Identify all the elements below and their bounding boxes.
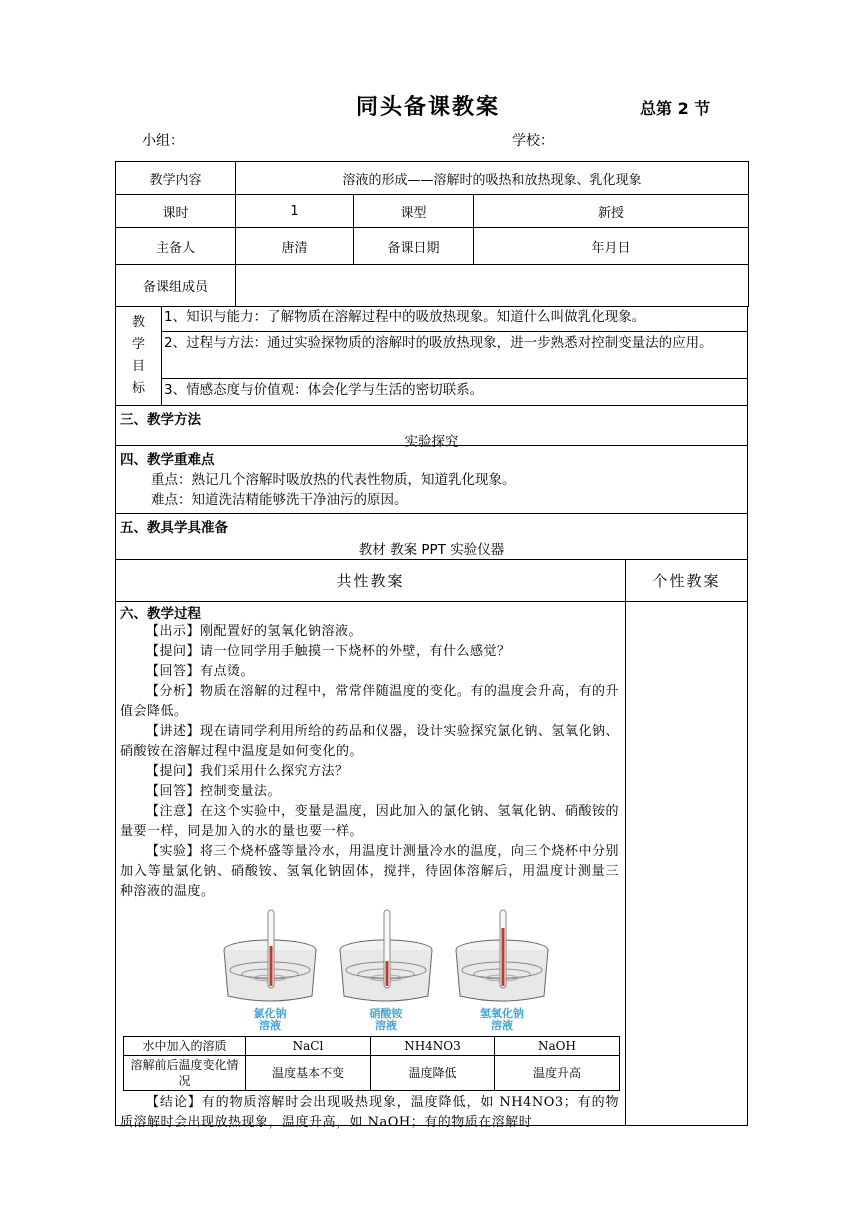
difficulties-section [115,446,748,514]
process-heading: 六、教学过程 [120,606,201,622]
content-value: 溶液的形成——溶解时的吸热和放热现象、乳化现象 [236,162,749,195]
beaker-illustration [216,908,546,1034]
process-paragraph: 【提问】我们采用什么探究方法？ [146,764,349,779]
beaker-graphic [216,908,324,1008]
type-label: 课型 [354,195,474,228]
results-header-cell: NaOH [495,1037,620,1056]
section-number: 总第 2 节 [640,99,711,118]
period-value: 1 [236,195,354,228]
objectives-label [116,306,162,405]
objective-knowledge: 1、知识与能力：了解物质在溶解过程中的吸放热现象。知道什么叫做乳化现象。 [162,306,747,332]
tools-value: 教材 教案 PPT 实验仪器 [358,542,505,558]
process-paragraph: 【讲述】现在请同学利用所给的药品和仪器，设计实验探究氯化钠、氢氧化钠、硝酸铵在溶解过程中温度是如何变化的。 [120,724,619,759]
beaker-graphic [332,908,440,1008]
beaker-label-line1: 氢氧化钠 [480,1007,524,1020]
group-label: 小组： [142,133,184,149]
beaker-label-line1: 硝酸铵 [369,1007,403,1020]
tools-heading: 五、教具学具准备 [120,520,228,536]
results-cell: 溶解前后温度变化情况 [124,1056,246,1091]
type-value: 新授 [474,195,749,228]
members-value [236,265,749,307]
beaker-nacl [216,908,324,1034]
beaker-label-line2: 溶液 [375,1019,397,1032]
results-header-cell: NH4NO3 [371,1037,495,1056]
date-label: 备课日期 [354,228,474,265]
preparer-label: 主备人 [116,228,236,265]
plan-column-headers [115,560,748,602]
key-point: 重点：熟记几个溶解时吸放热的代表性物质，知道乳化现象。 [151,472,516,488]
process-paragraph: 【实验】将三个烧杯盛等量冷水，用温度计测量冷水的温度，向三个烧杯中分别加入等量氯化钠、硝酸铵、氢氧化钠固体，搅拌，待固体溶解后，用温度计测量三种溶液的温度。 [120,844,619,899]
members-label: 备课组成员 [116,265,236,307]
difficulties-heading: 四、教学重难点 [120,452,215,468]
process-paragraph: 【回答】有点烫。 [146,664,255,679]
beaker-naoh [448,908,556,1034]
objective-attitude: 3、情感态度与价值观：体会化学与生活的密切联系。 [164,382,484,398]
results-table [123,1036,620,1091]
beaker-nh4no3 [332,908,440,1034]
results-cell: 温度升高 [495,1056,620,1091]
results-cell: 温度基本不变 [246,1056,371,1091]
process-paragraph: 【分析】物质在溶解的过程中，常常伴随温度的变化。有的温度会升高，有的升值会降低。 [120,684,619,719]
objective-process: 2、过程与方法：通过实验探物质的溶解时的吸放热现象，进一步熟悉对控制变量法的应用。 [162,332,747,379]
objectives-section [115,306,748,406]
date-value: 年月日 [474,228,749,265]
objectives-label-char: 学 [131,336,145,352]
preparer-value: 唐清 [236,228,354,265]
methods-heading: 三、教学方法 [120,412,201,428]
results-header-cell: 水中加入的溶质 [124,1037,246,1056]
objectives-label-char: 标 [131,380,145,396]
process-section [115,602,748,1130]
period-label: 课时 [116,195,236,228]
methods-section [115,406,748,450]
objectives-label-char: 目 [131,358,145,374]
beaker-label-line2: 溶液 [259,1019,281,1032]
results-cell: 温度降低 [371,1056,495,1091]
personal-plan-header: 个性教案 [652,572,721,590]
difficult-point: 难点：知道洗洁精能够洗干净油污的原因。 [151,492,408,508]
results-header-cell: NaCl [246,1037,371,1056]
common-plan-header: 共性教案 [116,560,626,601]
process-paragraph: 【出示】刚配置好的氢氧化钠溶液。 [146,624,363,639]
document-title: 同头备课教案 [356,95,501,120]
process-paragraph: 【注意】在这个实验中，变量是温度，因此加入的氯化钠、氢氧化钠、硝酸铵的量要一样，同是加入的水的量也要一样。 [120,804,619,839]
process-paragraph: 【提问】请一位同学用手触摸一下烧杯的外壁，有什么感觉？ [146,644,511,659]
common-plan-column [116,602,626,1130]
process-paragraph: 【回答】控制变量法。 [146,784,282,799]
school-label: 学校： [512,133,554,149]
info-table [115,161,749,307]
methods-value: 实验探究 [404,434,459,450]
content-label: 教学内容 [116,162,236,195]
beaker-label-line1: 氯化钠 [253,1007,287,1020]
beaker-graphic [448,908,556,1008]
objectives-label-char: 教 [131,314,145,330]
tools-section [115,514,748,560]
conclusion-paragraph: 【结论】有的物质溶解时会出现吸热现象，温度降低，如 NH4NO3；有的物质溶解时会出现放热现象，温度升高，如 NaOH；有的物质在溶解时 [120,1095,619,1130]
beaker-label-line2: 溶液 [491,1019,513,1032]
